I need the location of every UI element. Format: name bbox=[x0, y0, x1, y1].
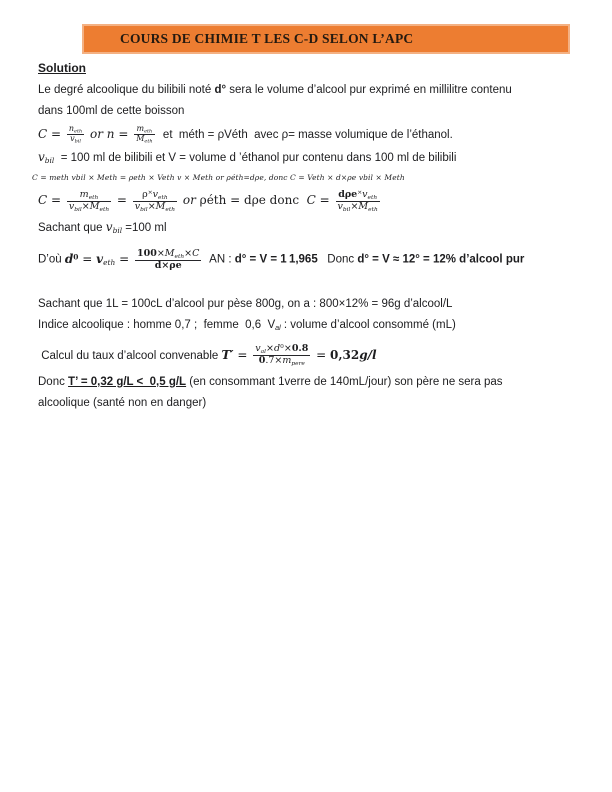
fraction-meth-over-vbilMeth bbox=[67, 190, 111, 213]
line-tiny-derivation: C = meth vbil × Meth = ρeth × Veth v × Meth or ρéth=dρe, donc C = Veth × d×ρe vbil × Meth bbox=[32, 173, 405, 183]
line-indice-alcoolique bbox=[38, 315, 578, 339]
fraction-meth-over-Meth bbox=[134, 125, 154, 146]
text-run: Le degré alcoolique du bilibili noté bbox=[38, 84, 215, 96]
fraction-denominator: $0.7\times m_{pere}$ bbox=[253, 355, 310, 367]
fraction-rhoveth-over-vbilMeth bbox=[133, 190, 177, 213]
math-run: $v_{bil}$ bbox=[38, 150, 55, 166]
fraction-denominator: $v_{bil}\times M_{eth}$ bbox=[68, 200, 110, 213]
text-run: sera le volume d’alcool pur exprimé en millilitre contenu bbox=[226, 84, 512, 96]
text-run: et méth = ρVéth avec ρ= masse volumique de l’éthanol. bbox=[156, 129, 453, 141]
math-run: or ρéth = dρe donc C = bbox=[182, 193, 334, 208]
solution-heading: Solution bbox=[38, 61, 86, 75]
text-run: Indice alcoolique : homme 0,7 ; femme 0,6 V bbox=[38, 319, 276, 332]
document-content bbox=[32, 61, 578, 414]
math-run: $v_{bil}$ bbox=[105, 220, 123, 236]
line-conclusion-2: alcoolique (santé non en danger) bbox=[38, 396, 207, 409]
line-sachant-vbil bbox=[38, 217, 578, 241]
text-run: AN : bbox=[203, 254, 235, 267]
line-conclusion-1 bbox=[38, 372, 578, 393]
conclusion-bold: d° = V ≈ 12° = 12% d’alcool pur bbox=[357, 254, 525, 267]
fraction-denominator: $v_{bil}$ bbox=[67, 134, 84, 145]
text-run: D’où bbox=[38, 254, 65, 267]
numeric-result-bold: d° = V = 1 1,965 bbox=[234, 254, 318, 267]
fraction-numerator: $m_{eth}$ bbox=[79, 188, 99, 201]
fraction-denominator: $v_{bil}\times M_{eth}$ bbox=[337, 200, 378, 213]
text-run: Sachant que bbox=[38, 222, 106, 235]
formula-concentration-line bbox=[38, 122, 578, 147]
text-run: Calcul du taux d’alcool convenable bbox=[38, 349, 222, 362]
course-banner-title: COURS DE CHIMIE T LES C-D SELON L’APC bbox=[120, 31, 414, 46]
degree-symbol-bold: d° bbox=[214, 84, 227, 96]
fraction-numerator: $100\times M_{eth}\times C$ bbox=[136, 247, 200, 260]
math-run: $d^0 = v_{eth}$ = bbox=[64, 252, 133, 268]
fraction-denominator: d×ρe bbox=[135, 260, 201, 271]
math-run: = bbox=[113, 193, 131, 208]
fraction-numerator: $n_{eth}$ bbox=[68, 123, 83, 135]
math-run: T′ = bbox=[221, 347, 252, 362]
math-run: C = bbox=[38, 193, 65, 208]
threshold-comparison-bold-underline: T’ = 0,32 g/L < 0,5 g/L bbox=[68, 375, 187, 388]
line-vbil-definition bbox=[38, 147, 578, 171]
math-run: or n = bbox=[89, 127, 133, 141]
fraction-vald0-over-mpere bbox=[253, 344, 310, 367]
text-run: : volume d’alcool consommé (mL) bbox=[280, 319, 456, 332]
course-banner bbox=[82, 24, 570, 54]
text-run: Donc bbox=[317, 254, 358, 267]
fraction-numerator: $\rho^\times v_{eth}$ bbox=[142, 188, 168, 201]
line-degree-definition-1 bbox=[38, 80, 578, 101]
line-taux-calcul bbox=[38, 340, 578, 372]
val-subscript: al bbox=[275, 324, 281, 333]
fraction-100MethC-over-drhoe bbox=[135, 249, 201, 271]
fraction-drhoeveth-over-vbilMeth bbox=[336, 190, 380, 213]
math-run: C = bbox=[38, 127, 65, 141]
fraction-numerator: $m_{eth}$ bbox=[136, 123, 153, 135]
text-run: dans 100ml de cette boisson bbox=[38, 105, 185, 117]
fraction-denominator: $M_{eth}$ bbox=[136, 134, 153, 145]
text-run: =100 ml bbox=[122, 222, 167, 235]
fraction-numerator: $d\rho e^\times v_{eth}$ bbox=[338, 188, 378, 201]
formula-derivation-line bbox=[38, 185, 578, 217]
fraction-denominator: $v_{bil}\times M_{eth}$ bbox=[134, 200, 176, 213]
text-run: = 100 ml de bilibili et V = volume d ’éthanol pur contenu dans 100 ml de bilibili bbox=[54, 152, 457, 164]
text-run: Donc bbox=[38, 375, 69, 388]
fraction-numerator: $v_{al}\times d^0\times 0.8$ bbox=[255, 342, 309, 355]
line-sachant-1L: Sachant que 1L = 100cL d’alcool pur pèse 800g, on a : 800×12% = 96g d’alcool/L bbox=[38, 298, 453, 311]
line-dou-result bbox=[38, 241, 578, 278]
line-degree-definition-2 bbox=[38, 101, 578, 122]
math-run: = 0,32g/l bbox=[312, 347, 377, 362]
text-run: (en consommant 1verre de 140mL/jour) son père ne sera pas bbox=[186, 375, 503, 388]
fraction-neth-over-vbil bbox=[67, 125, 84, 146]
